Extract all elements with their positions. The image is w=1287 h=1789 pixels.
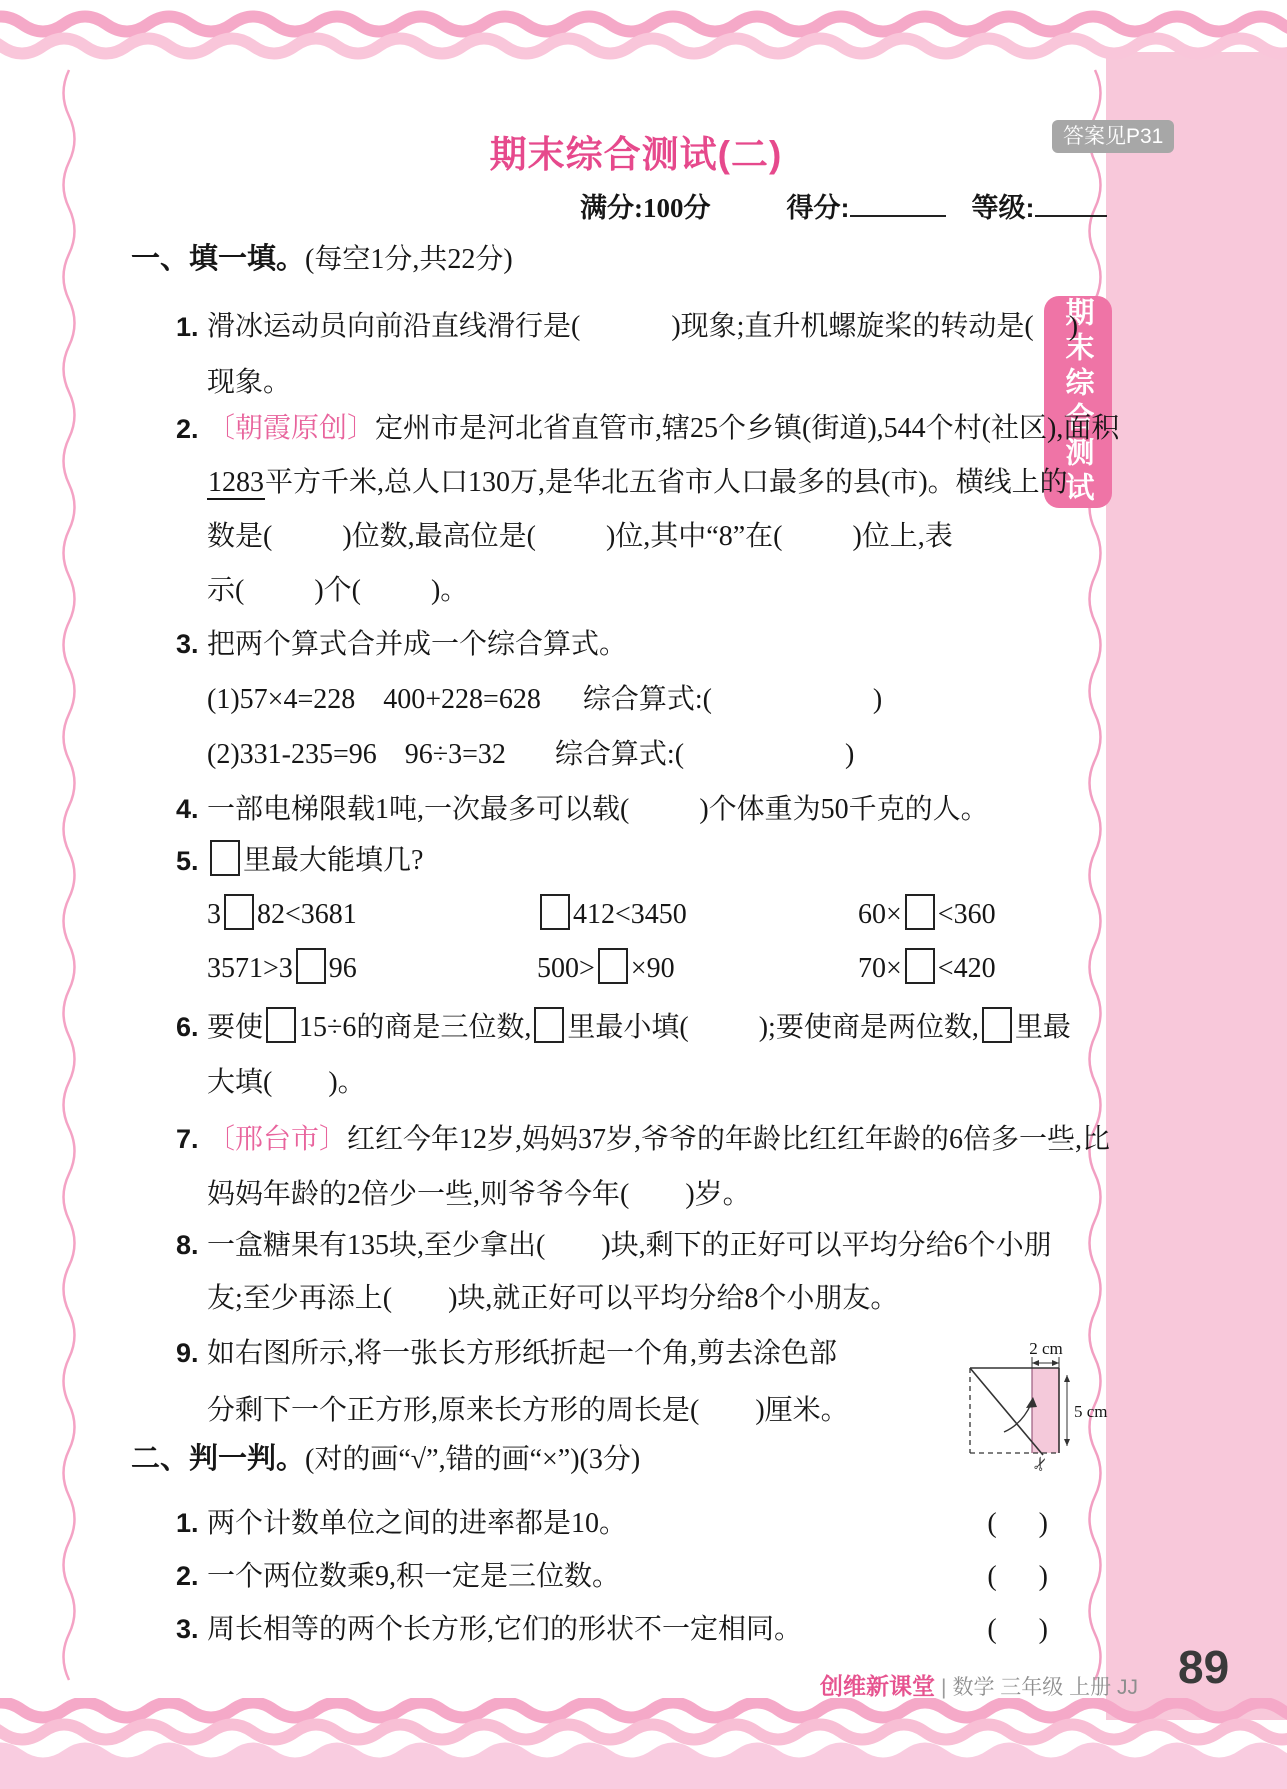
question-2-line-2: 1283平方千米,总人口130万,是华北五省市人口最多的县(市)。横线上的 xyxy=(208,467,1068,498)
score-row xyxy=(580,186,1107,225)
question-5-row-2 xyxy=(131,942,1060,996)
fill-in-box xyxy=(540,894,570,930)
question-6 xyxy=(131,1000,1071,1110)
source-tag: 〔朝霞原创〕 xyxy=(207,413,376,444)
judge-3-text: 周长相等的两个长方形,它们的形状不一定相同。 xyxy=(207,1614,803,1645)
side-tab-label: 期末综合测试 xyxy=(1061,297,1094,507)
question-5-head: 里最大能填几? xyxy=(131,834,1060,888)
question-5-number: 5. xyxy=(176,846,199,876)
left-wave-border xyxy=(56,64,82,1704)
question-8 xyxy=(131,1219,1060,1325)
inequality: 412<3450 xyxy=(537,888,687,942)
question-9-number: 9. xyxy=(176,1338,199,1368)
section-1-title: 一、填一填。 xyxy=(131,243,306,275)
question-7 xyxy=(131,1112,1111,1222)
fill-in-box xyxy=(534,1007,564,1043)
section-2-heading xyxy=(131,1442,640,1477)
question-3-number: 3. xyxy=(176,629,199,659)
question-2-line-3: 数是( )位数,最高位是( )位,其中“8”在( )位上,表 xyxy=(207,521,953,552)
question-6-line-2: 大填( )。 xyxy=(207,1067,366,1098)
bottom-wave-border xyxy=(0,1698,1287,1789)
right-margin-band xyxy=(1106,52,1287,1720)
question-3-sub-2: (2)331-235=96 96÷3=32 综合算式:( ) xyxy=(207,739,855,770)
footer-brand: 创维新课堂 xyxy=(820,1673,935,1699)
judge-item-3 xyxy=(131,1603,1060,1656)
fold-arrow xyxy=(1004,1404,1031,1432)
page-number: 89 xyxy=(1178,1641,1230,1693)
judge-2-text: 一个两位数乘9,积一定是三位数。 xyxy=(207,1561,621,1592)
fold-cut-figure xyxy=(952,1328,1127,1480)
section-1-note: (每空1分,共22分) xyxy=(305,244,513,275)
question-5 xyxy=(131,834,1060,996)
question-8-number: 8. xyxy=(176,1230,199,1260)
judge-1-number: 1. xyxy=(176,1508,199,1538)
question-8-line-1: 一盒糖果有135块,至少拿出( )块,剩下的正好可以平均分给6个小朋 xyxy=(207,1230,1052,1261)
page-title: 期末综合测试(二) xyxy=(489,134,783,175)
question-5-row-1 xyxy=(131,888,1060,942)
question-2-number: 2. xyxy=(176,414,199,444)
judge-1-answer-paren: ( ) xyxy=(987,1508,1048,1539)
width-label: 2 cm xyxy=(1029,1339,1063,1358)
question-9-line-1: 如右图所示,将一张长方形纸折起一个角,剪去涂色部 xyxy=(207,1338,838,1369)
judge-item-1 xyxy=(131,1497,1060,1550)
question-4 xyxy=(131,782,1060,837)
inequality: 70× <420 xyxy=(858,942,996,996)
judge-item-2 xyxy=(131,1550,1060,1603)
question-1-line-1: 滑冰运动员向前沿直线滑行是( )现象;直升机螺旋桨的转动是( ) xyxy=(207,311,1079,342)
height-label: 5 cm xyxy=(1074,1402,1108,1421)
question-9 xyxy=(131,1325,1060,1439)
judge-3-answer-paren: ( ) xyxy=(987,1614,1048,1645)
question-4-number: 4. xyxy=(176,794,199,824)
fill-in-box xyxy=(905,948,935,984)
question-7-line-1: 〔邢台市〕红红今年12岁,妈妈37岁,爷爷的年龄比红红年龄的6倍多一些,比 xyxy=(207,1124,1111,1155)
footer xyxy=(820,1668,1138,1701)
question-1 xyxy=(131,299,1079,411)
underlined-number: 1283 xyxy=(208,467,264,498)
inequality: 3571>3 96 xyxy=(207,942,357,996)
shaded-strip xyxy=(1032,1368,1059,1453)
judge-2-answer-paren: ( ) xyxy=(987,1561,1048,1592)
score-label: 得分: xyxy=(786,193,850,223)
question-8-line-2: 友;至少再添上( )块,就正好可以平均分给8个小朋友。 xyxy=(207,1283,899,1314)
fill-in-box xyxy=(982,1007,1012,1043)
grade-label: 等级: xyxy=(971,193,1035,223)
scissors-icon: ✂ xyxy=(1028,1453,1053,1475)
score-blank xyxy=(850,188,946,217)
question-3-sub-1: (1)57×4=228 400+228=628 综合算式:( ) xyxy=(207,684,883,715)
question-6-number: 6. xyxy=(176,1012,199,1042)
source-tag: 〔邢台市〕 xyxy=(207,1124,348,1155)
section-2-note: (对的画“√”,错的画“×”)(3分) xyxy=(305,1444,641,1475)
question-2-line-4: 示( )个( )。 xyxy=(207,575,469,606)
question-7-number: 7. xyxy=(176,1124,199,1154)
fill-in-box xyxy=(266,1007,296,1043)
inequality: 3 82<3681 xyxy=(207,888,357,942)
judge-3-number: 3. xyxy=(176,1614,199,1644)
question-1-line-2: 现象。 xyxy=(207,367,292,398)
fill-in-box xyxy=(210,840,240,876)
question-1-number: 1. xyxy=(176,312,199,342)
section-1-heading xyxy=(131,242,513,277)
fill-in-box xyxy=(598,948,628,984)
question-3-line-1: 把两个算式合并成一个综合算式。 xyxy=(207,629,628,660)
question-9-line-2: 分剩下一个正方形,原来长方形的周长是( )厘米。 xyxy=(207,1395,849,1426)
inequality: 500> ×90 xyxy=(537,942,675,996)
fill-in-box xyxy=(905,894,935,930)
grade-blank xyxy=(1035,188,1107,217)
question-7-line-2: 妈妈年龄的2倍少一些,则爷爷今年( )岁。 xyxy=(207,1179,751,1210)
fill-in-box xyxy=(224,894,254,930)
question-3 xyxy=(131,617,1060,782)
question-2-line-1: 〔朝霞原创〕定州市是河北省直管市,辖25个乡镇(街道),544个村(社区),面积 xyxy=(207,413,1120,444)
answer-reference-badge: 答案见P31 xyxy=(1052,120,1174,153)
question-6-line-1: 要使 15÷6的商是三位数, 里最小填( );要使商是两位数, 里最 xyxy=(131,1000,1060,1055)
judge-2-number: 2. xyxy=(176,1561,199,1591)
top-wave-border xyxy=(0,0,1287,70)
inequality: 60× <360 xyxy=(858,888,996,942)
section-2-title: 二、判一判。 xyxy=(131,1443,306,1475)
full-score-label: 满分:100分 xyxy=(580,193,711,223)
question-4-line-1: 一部电梯限载1吨,一次最多可以载( )个体重为50千克的人。 xyxy=(207,794,989,825)
fill-in-box xyxy=(296,948,326,984)
judge-1-text: 两个计数单位之间的进率都是10。 xyxy=(207,1508,628,1539)
footer-meta: 数学 三年级 上册 JJ xyxy=(952,1676,1138,1699)
footer-divider: | xyxy=(941,1676,947,1699)
